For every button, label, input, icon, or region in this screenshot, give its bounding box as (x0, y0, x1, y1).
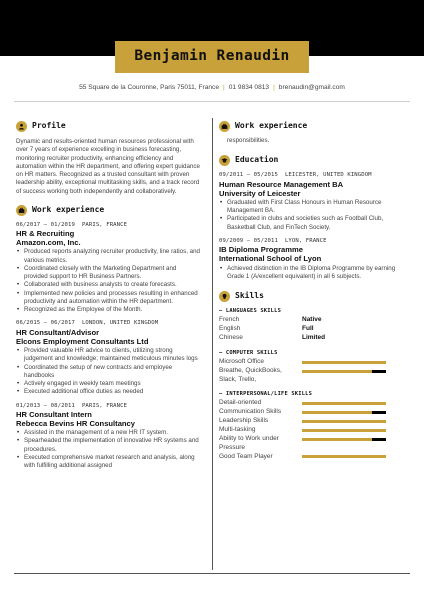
skill-row (219, 453, 409, 462)
school-name: University of Leicester (219, 188, 301, 198)
list-item: • Coordinated closely with the Marketing Department and provided support to HR Business Partners. (16, 265, 200, 282)
header-divider (14, 101, 410, 102)
contact-separator: | (273, 84, 275, 91)
list-item: • Participated in clubs and societies such as Football Club, Basketball Club, and FinTech Society. (219, 215, 409, 232)
skill-name: Slack, Trello, (219, 376, 257, 384)
education-bullets (219, 265, 409, 282)
phone: 01 9834 0813 (228, 84, 270, 91)
left-column (16, 121, 200, 476)
education-dates: 09/2009 – 05/2011 (219, 237, 278, 244)
job-entry (16, 403, 200, 471)
job-dates: 06/2017 – 01/2019 (16, 221, 75, 228)
education-location: LYON, FRANCE (284, 237, 327, 244)
skill-name: Microsoft Office (219, 358, 265, 366)
graduation-cap-icon (219, 155, 230, 166)
column-divider (212, 118, 213, 570)
education-bullets (219, 199, 409, 232)
list-item: • Implemented new policies and processes resulting in enhanced productivity and automation within the HR department. (16, 290, 200, 307)
briefcase-icon (16, 205, 27, 216)
job-meta (16, 320, 200, 327)
job-dates: 01/2013 – 08/2011 (16, 402, 75, 409)
job-entry (16, 222, 200, 315)
list-item: • Recognized as the Employee of the Month. (16, 306, 200, 314)
work-title: Work experience (32, 204, 105, 214)
skill-row (219, 408, 409, 417)
language-name: Chinese (219, 334, 243, 342)
languages-label: – LANGUAGES SKILLS (219, 308, 282, 315)
language-level: Limited (302, 334, 326, 342)
skill-row (219, 367, 409, 376)
education-heading (219, 155, 409, 166)
language-level: Full (302, 325, 314, 333)
education-location: LEICESTER, UNITED KINGDOM (284, 172, 372, 179)
list-item: • Provided valuable HR advice to clients, utilizing strong judgement and knowledge; maintained meticulous minutes logs (16, 347, 200, 364)
skill-level-bar (302, 438, 386, 441)
profile-heading (16, 121, 200, 132)
candidate-name: Benjamin Renaudin (134, 48, 290, 65)
language-level: Native (302, 316, 322, 324)
skill-level-bar (302, 455, 386, 458)
job-dates: 06/2015 – 06/2017 (16, 320, 75, 327)
skill-name: Detail-oriented (219, 399, 262, 407)
skill-level-bar (302, 420, 386, 423)
job-location: LONDON, UNITED KINGDOM (81, 320, 159, 327)
skill-row (219, 426, 409, 435)
language-row (219, 334, 409, 343)
education-meta (219, 172, 409, 179)
interpersonal-skills-list (219, 399, 409, 461)
contact-line (0, 84, 424, 93)
education-title: Education (235, 155, 279, 165)
skill-level-fill (302, 429, 386, 432)
skill-name: Ability to Work under (219, 434, 279, 442)
language-row (219, 316, 409, 325)
education-entry (219, 238, 409, 281)
profile-title: Profile (32, 121, 66, 131)
skill-level-bar (302, 429, 386, 432)
job-bullets (16, 248, 200, 314)
skill-row (219, 435, 409, 444)
job-entry (16, 320, 200, 396)
list-item: • Executed comprehensive market research and analysis, along with fulfilling additional assigned (16, 454, 200, 471)
skill-level-fill (302, 411, 372, 414)
job-bullets (16, 347, 200, 397)
work-heading (16, 205, 200, 216)
computer-skills-label: – COMPUTER SKILLS (219, 350, 278, 357)
skill-row (219, 376, 409, 385)
skill-row (219, 358, 409, 367)
footer-divider (14, 573, 410, 574)
skills-heading (219, 291, 409, 302)
job-title: HR Consultant Intern (16, 410, 92, 419)
job-location: PARIS, FRANCE (81, 221, 128, 228)
work-heading-continued (219, 121, 409, 132)
briefcase-icon (219, 121, 230, 132)
education-meta (219, 238, 409, 245)
skill-name: Leadership Skills (219, 416, 269, 424)
skill-level-fill (302, 455, 386, 458)
right-column (219, 121, 409, 461)
list-item: • Achieved distinction in the IB Diploma Programme by earning Grade 1 (A/excellent equivalent) in all 6 subjects. (219, 265, 409, 282)
skill-name: Pressure (219, 443, 246, 451)
email[interactable]: brenaudin@gmail.com (278, 84, 345, 91)
list-item: • Actively engaged in weekly team meetings (16, 380, 200, 388)
list-item: • Collaborated with business analysts to create forecasts. (16, 281, 200, 289)
job-bullets (16, 429, 200, 470)
skill-name: Multi-tasking (219, 425, 256, 433)
degree-title: IB Diploma Programme (219, 245, 303, 255)
education-entry (219, 172, 409, 232)
profile-text: Dynamic and results-oriented human resources professional with over 7 years of experience excelling in business forecasting, monitoring recruiter productivity, enhancing efficiency and automation within the HR department, and offering expert guidance on HR matters. Recognized as a trusted consultant with proven leadership ability, exceptional multitasking skills, and a track record of success working both independently and collaboratively. (16, 138, 200, 195)
skill-level-bar (302, 402, 386, 405)
skill-row (219, 444, 409, 453)
job-organization: Rebecca Bevins HR Consultancy (16, 419, 136, 429)
job-title: HR Consultant/Advisor (16, 327, 100, 337)
list-item: • Executed additional office duties as needed (16, 388, 200, 396)
job-meta (16, 403, 200, 410)
name-banner (115, 41, 309, 73)
school-name: International School of Lyon (219, 254, 322, 264)
lightbulb-icon (219, 291, 230, 302)
skill-level-bar (302, 411, 386, 414)
computer-skills-list (219, 358, 409, 385)
skill-name: Communication Skills (219, 408, 282, 416)
skill-level-bar (302, 370, 386, 373)
job-organization: Elcons Employment Consultants Ltd (16, 336, 149, 346)
skill-row (219, 399, 409, 408)
degree-title: Human Resource Management BA (219, 179, 344, 189)
address: 55 Square de la Couronne, Paris 75011, France (79, 84, 220, 91)
skill-level-fill (302, 402, 386, 405)
list-item: • Produced reports analyzing recruiter productivity, line ratios, and various metrics. (16, 248, 200, 265)
skill-level-fill (302, 361, 386, 364)
language-name: English (219, 325, 241, 333)
skill-level-fill (302, 438, 372, 441)
language-row (219, 325, 409, 334)
skill-name: Breathe, QuickBooks, (219, 367, 282, 375)
skills-title: Skills (235, 291, 264, 301)
skill-name: Good Team Player (219, 452, 273, 460)
skill-level-fill (302, 370, 372, 373)
user-icon (16, 121, 27, 132)
job-bullet-continued: responsibilities. (227, 137, 270, 144)
language-name: French (219, 316, 240, 324)
list-item: • Coordinated the setup of new contracts and employee handbooks (16, 364, 200, 381)
job-location: PARIS, FRANCE (81, 402, 128, 409)
skill-level-bar (302, 361, 386, 364)
job-meta (16, 222, 200, 229)
list-item: • Graduated with First Class Honours in Human Resource Management BA. (219, 199, 409, 216)
skill-row (219, 417, 409, 426)
job-organization: Amazon.com, Inc. (16, 238, 81, 248)
work-title: Work experience (235, 121, 308, 131)
education-dates: 09/2011 – 05/2015 (219, 172, 278, 179)
list-item: • Assisted in the management of a new HR IT system. (16, 429, 200, 437)
skill-level-fill (302, 420, 386, 423)
list-item: • Spearheaded the implementation of innovative HR systems and procedures. (16, 437, 200, 454)
job-title: HR & Recruiting (16, 229, 75, 239)
contact-separator: | (223, 84, 225, 91)
interpersonal-skills-label: – INTERPERSONAL/LIFE SKILLS (219, 391, 313, 398)
